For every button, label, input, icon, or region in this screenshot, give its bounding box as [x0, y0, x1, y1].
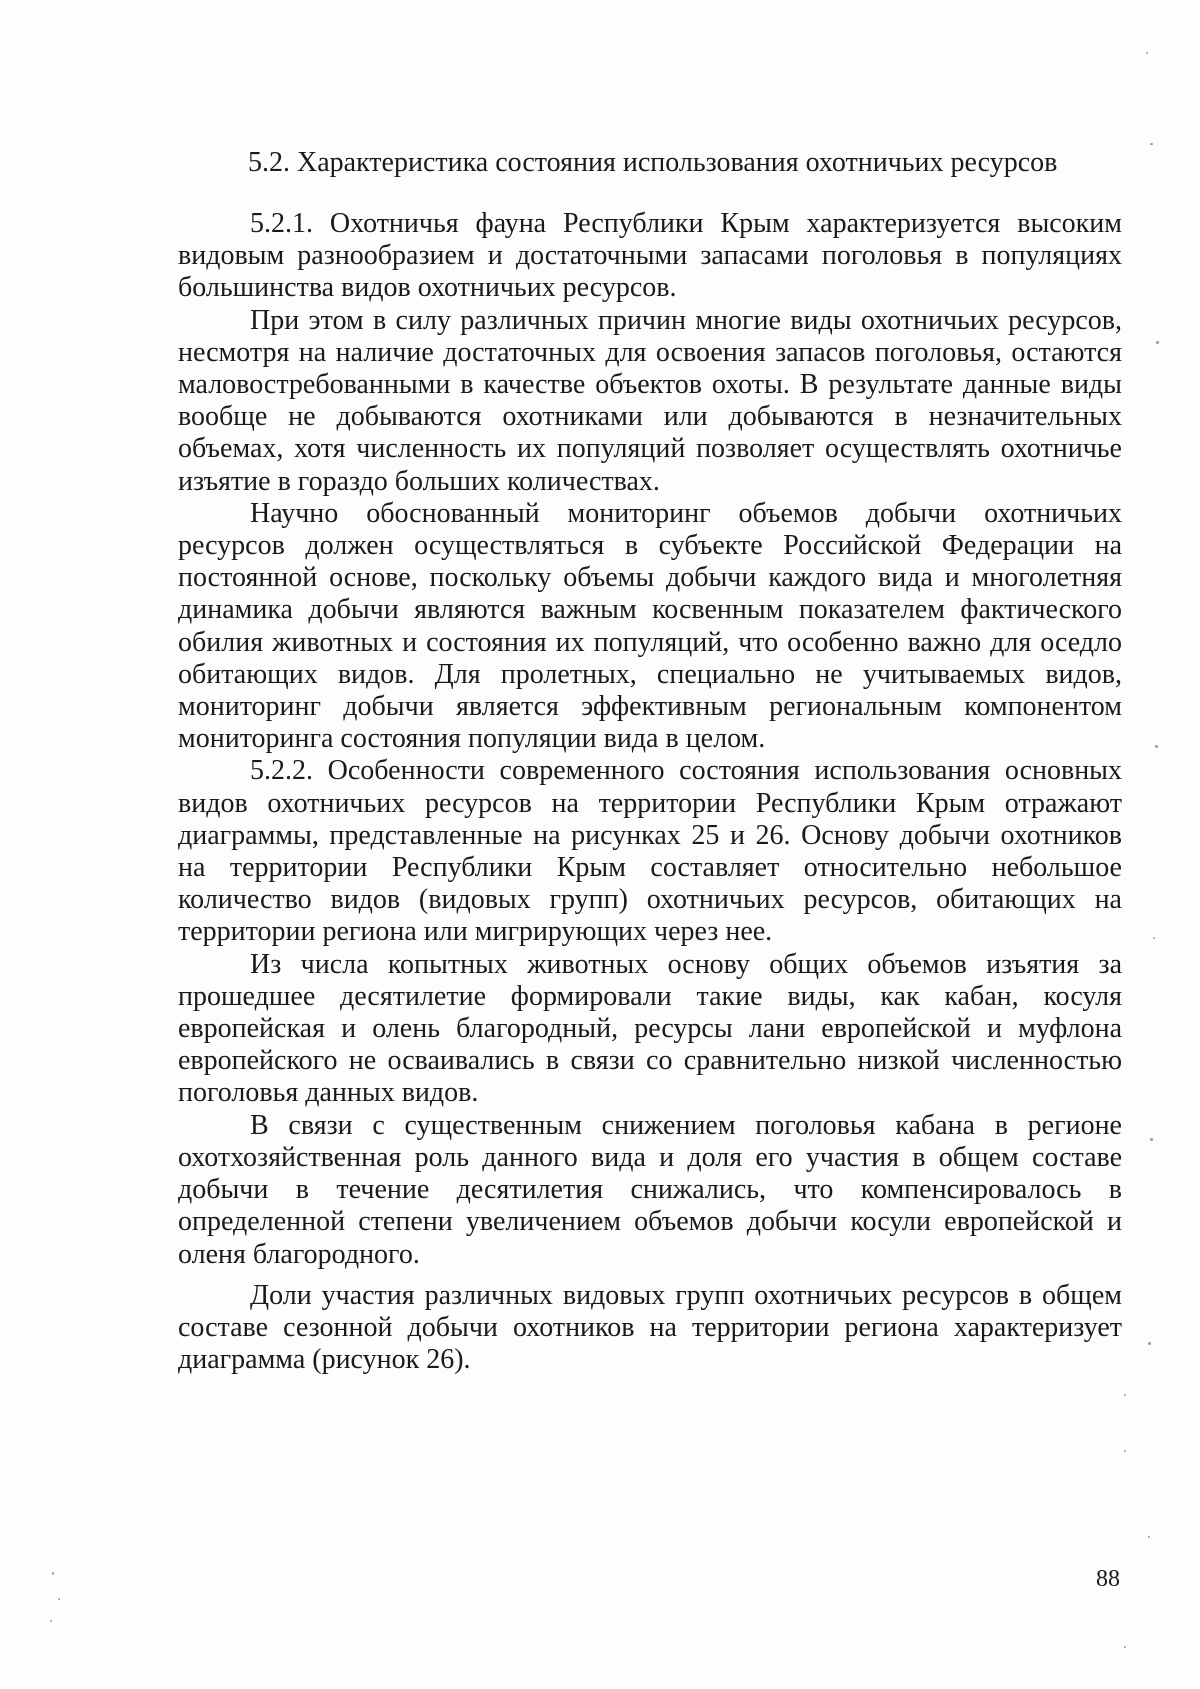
scan-speck — [58, 1598, 60, 1600]
scan-speck — [1148, 1536, 1150, 1538]
scan-speck — [1150, 143, 1153, 145]
scan-speck — [52, 1572, 54, 1575]
body-text — [178, 208, 1122, 1376]
page-number: 88 — [1096, 1566, 1120, 1592]
paragraph-boar-decline: В связи с существенным снижением поголовья кабана в регионе охотхозяйственная роль данного вида и доля его участия в общем составе добычи в течение десятилетия снижались, что компенсировалось в определенной степени увеличением объемов добычи косули европейской и оленя благородного. — [178, 1109, 1122, 1270]
scan-speck — [1148, 1342, 1151, 1345]
scan-speck — [1155, 745, 1158, 748]
paragraph-5-2-2: 5.2.2. Особенности современного состояния использования основных видов охотничьих ресурсов на территории Республики Крым отражают диаграммы, представленные на рисунках 25 и 26. Основу добычи охотников на территории Республики Крым составляет относительно небольшое количество видов (видовых групп) охотничьих ресурсов, обитающих на территории региона или мигрирующих через нее. — [178, 755, 1122, 948]
paragraph-figure-26: Доли участия различных видовых групп охотничьих ресурсов в общем составе сезонной добычи охотников на территории региона характеризует диаграмма (рисунок 26). — [178, 1279, 1122, 1376]
paragraph-monitoring: Научно обоснованный мониторинг объемов добычи охотничьих ресурсов должен осуществляться в субъекте Российской Федерации на постоянной основе, поскольку объемы добычи каждого вида и многолетняя динамика добычи являются важным косвенным показателем фактического обилия животных и состояния их популяций, что особенно важно для оседло обитающих видов. Для пролетных, специально не учитываемых видов, мониторинг добычи является эффективным региональным компонентом мониторинга состояния популяции вида в целом. — [178, 497, 1122, 755]
scan-speck — [1124, 1394, 1126, 1396]
section-heading: 5.2. Характеристика состояния использования охотничьих ресурсов — [248, 147, 1058, 178]
scan-speck — [1124, 1450, 1126, 1452]
scan-speck — [1150, 1138, 1153, 1141]
paragraph-ungulates: Из числа копытных животных основу общих объемов изъятия за прошедшее десятилетие формировали такие виды, как кабан, косуля европейская и олень благородный, ресурсы лани европейской и муфлона европейского не осваивались в связи со сравнительно низкой численностью поголовья данных видов. — [178, 948, 1122, 1109]
paragraph-limited-demand: При этом в силу различных причин многие виды охотничьих ресурсов, несмотря на наличие достаточных для освоения запасов поголовья, остаются маловостребованными в качестве объектов охоты. В результате данные виды вообще не добываются охотниками или добываются в незначительных объемах, хотя численность их популяций позволяет осуществлять охотничье изъятие в гораздо больших количествах. — [178, 304, 1122, 497]
scan-speck — [1153, 937, 1155, 939]
scan-speck — [50, 1620, 52, 1622]
scan-speck — [1146, 52, 1148, 54]
scan-speck — [1156, 341, 1159, 344]
scan-speck — [1124, 1646, 1126, 1648]
paragraph-5-2-1: 5.2.1. Охотничья фауна Республики Крым характеризуется высоким видовым разнообразием и достаточными запасами поголовья в популяциях большинства видов охотничьих ресурсов. — [178, 208, 1122, 304]
